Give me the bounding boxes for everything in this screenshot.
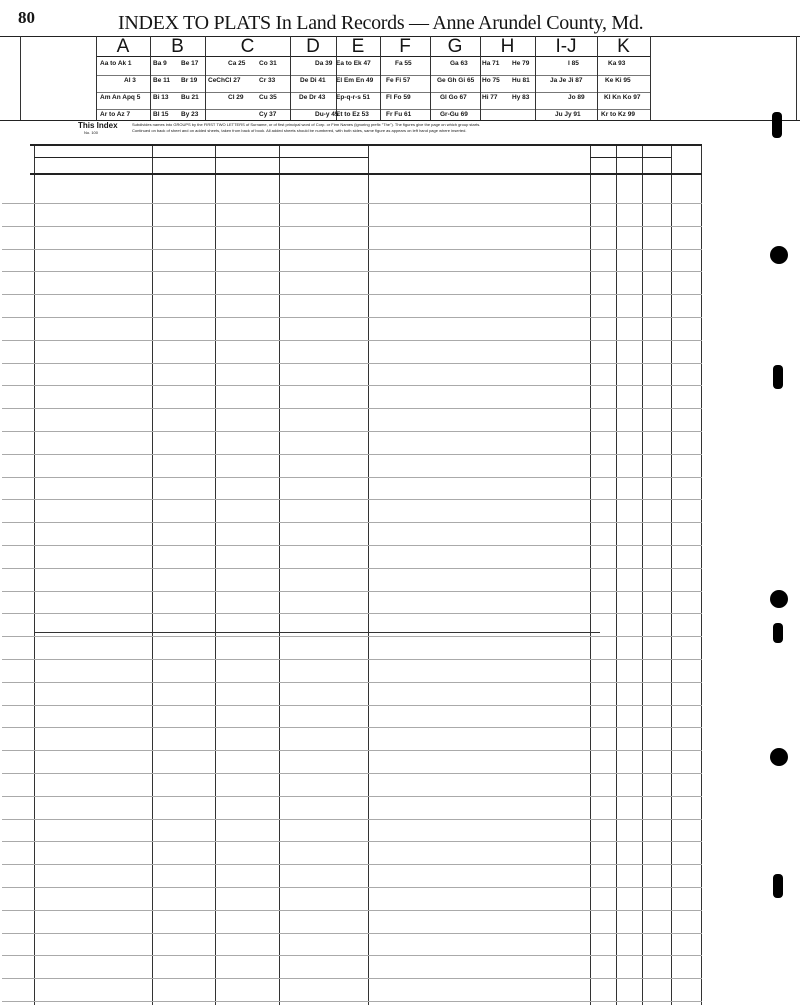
index-entry: Fa 55 [395, 60, 412, 67]
table-border [34, 157, 368, 158]
column-line [279, 144, 280, 1005]
index-letter: I-J [555, 36, 577, 57]
index-entry: Cu 35 [259, 94, 277, 101]
column-line [701, 144, 702, 1005]
index-entry: Be 11 [153, 77, 170, 84]
row-line [2, 226, 702, 227]
index-letter: K [617, 36, 630, 57]
index-letter: D [306, 36, 320, 57]
row-line [2, 682, 702, 683]
index-entry: Jo 89 [568, 94, 585, 101]
table-border [590, 157, 671, 158]
row-line [2, 864, 702, 865]
index-entry: Gr-Gu 69 [440, 111, 468, 118]
index-entry: Gl Go 67 [440, 94, 467, 101]
index-entry: Ga 63 [450, 60, 468, 67]
table-border [30, 144, 702, 146]
index-entry: Ge Gh Gi 65 [437, 77, 475, 84]
row-line [2, 978, 702, 979]
index-entry: Ea to Ek 47 [336, 60, 371, 67]
row-line [2, 773, 702, 774]
index-number: No. 100 [84, 130, 99, 135]
row-line [2, 363, 702, 364]
row-line [2, 933, 702, 934]
row-line [2, 408, 702, 409]
row-line [2, 887, 702, 888]
row-line [2, 819, 702, 820]
column-line [215, 144, 216, 1005]
row-line [2, 249, 702, 250]
row-line [2, 499, 702, 500]
row-line [2, 636, 702, 637]
row-line [2, 385, 702, 386]
index-entry: De Di 41 [300, 77, 326, 84]
row-line [2, 477, 702, 478]
index-entry: Ke Ki 95 [605, 77, 631, 84]
instruction-line-1: Subdivides names into GROUPS by the FIRST TWO LETTERS of Surname, or of first principal word of Corp. or Firm Names (ignoring prefix "The"). The figures give the page on which group starts. [132, 122, 481, 127]
row-line [2, 955, 702, 956]
index-entry: Hi 77 [482, 94, 498, 101]
binder-hole [770, 590, 788, 608]
row-line [2, 727, 702, 728]
column-line [34, 144, 35, 1005]
column-line [671, 144, 672, 1005]
index-letter: G [447, 36, 463, 57]
index-entry: Bi 13 [153, 94, 169, 101]
column-line [642, 144, 643, 1005]
instruction-line-2: Continued on back of sheet and on added sheets, taken from back of book. All added sheets should be numbered, with both sides, same figure as appears on left hand page where inserted. [132, 128, 467, 133]
index-entry: Co 31 [259, 60, 277, 67]
index-entry: Ca 25 [228, 60, 246, 67]
binder-mark [773, 874, 783, 898]
row-line [2, 705, 702, 706]
index-entry: Ba 9 [153, 60, 167, 67]
index-entry: El Em En 49 [336, 77, 374, 84]
row-line [2, 613, 702, 614]
row-divider [34, 632, 600, 633]
page-title: INDEX TO PLATS In Land Records — Anne Arundel County, Md. [118, 12, 644, 34]
index-letter: C [240, 36, 255, 57]
index-entry: CeChCl 27 [208, 77, 241, 84]
column-line [590, 144, 591, 1005]
index-entry: Be 17 [181, 60, 199, 67]
index-entry: Ka 93 [608, 60, 626, 67]
binder-mark [772, 112, 782, 138]
index-letter: E [351, 36, 365, 57]
row-line [2, 1001, 702, 1002]
index-entry: Hy 83 [512, 94, 530, 101]
index-entry: Du-y 45 [315, 111, 339, 118]
column-line [152, 144, 153, 1005]
row-line [2, 431, 702, 432]
binder-mark [773, 623, 783, 643]
index-entry: Ho 75 [482, 77, 500, 84]
row-line [2, 454, 702, 455]
index-entry: Cr 33 [259, 77, 276, 84]
index-entry: He 79 [512, 60, 530, 67]
index-entry: Da 39 [315, 60, 333, 67]
row-line [2, 522, 702, 523]
index-entry: Bu 21 [181, 94, 199, 101]
index-entry: Fr Fu 61 [386, 111, 412, 118]
index-entry: Fl Fo 59 [386, 94, 411, 101]
row-line [2, 294, 702, 295]
index-entry: Br 19 [181, 77, 198, 84]
table-border [30, 173, 702, 175]
index-letter: A [116, 36, 130, 57]
index-entry: Ju Jy 91 [555, 111, 581, 118]
column-line [368, 144, 369, 1005]
index-entry: Ep-q-r-s 51 [336, 94, 370, 101]
index-entry: By 23 [181, 111, 199, 118]
index-entry: Kl Kn Ko 97 [604, 94, 641, 101]
index-entry: Fe Fi 57 [386, 77, 411, 84]
index-entry: Et to Ez 53 [336, 111, 369, 118]
page-number: 80 [18, 8, 35, 27]
index-letter: F [399, 36, 411, 57]
row-line [2, 750, 702, 751]
index-entry: Aa to Ak 1 [100, 60, 132, 67]
index-letter: B [171, 36, 184, 57]
index-entry: Cy 37 [259, 111, 277, 118]
row-line [2, 841, 702, 842]
binder-mark [773, 365, 783, 389]
row-line [2, 910, 702, 911]
row-line [2, 203, 702, 204]
binder-hole [770, 246, 788, 264]
row-line [2, 659, 702, 660]
index-entry: Kr to Kz 99 [601, 111, 635, 118]
index-entry: Ha 71 [482, 60, 500, 67]
row-line [2, 340, 702, 341]
index-entry: De Dr 43 [299, 94, 326, 101]
index-entry: Al 3 [124, 77, 136, 84]
row-line [2, 591, 702, 592]
row-line [2, 796, 702, 797]
row-line [2, 271, 702, 272]
row-line [2, 545, 702, 546]
index-label: This Index [78, 121, 118, 130]
index-entry: Ja Je Ji 87 [550, 77, 583, 84]
index-entry: I 85 [568, 60, 579, 67]
row-line [2, 317, 702, 318]
index-entry: Bl 15 [153, 111, 169, 118]
index-entry: Cl 29 [228, 94, 244, 101]
index-entry: Ar to Az 7 [100, 111, 131, 118]
index-entry: Hu 81 [512, 77, 530, 84]
column-line [616, 144, 617, 1005]
binder-hole [770, 748, 788, 766]
index-entry: Am An Apq 5 [100, 94, 141, 101]
row-line [2, 568, 702, 569]
index-letter: H [500, 36, 515, 57]
